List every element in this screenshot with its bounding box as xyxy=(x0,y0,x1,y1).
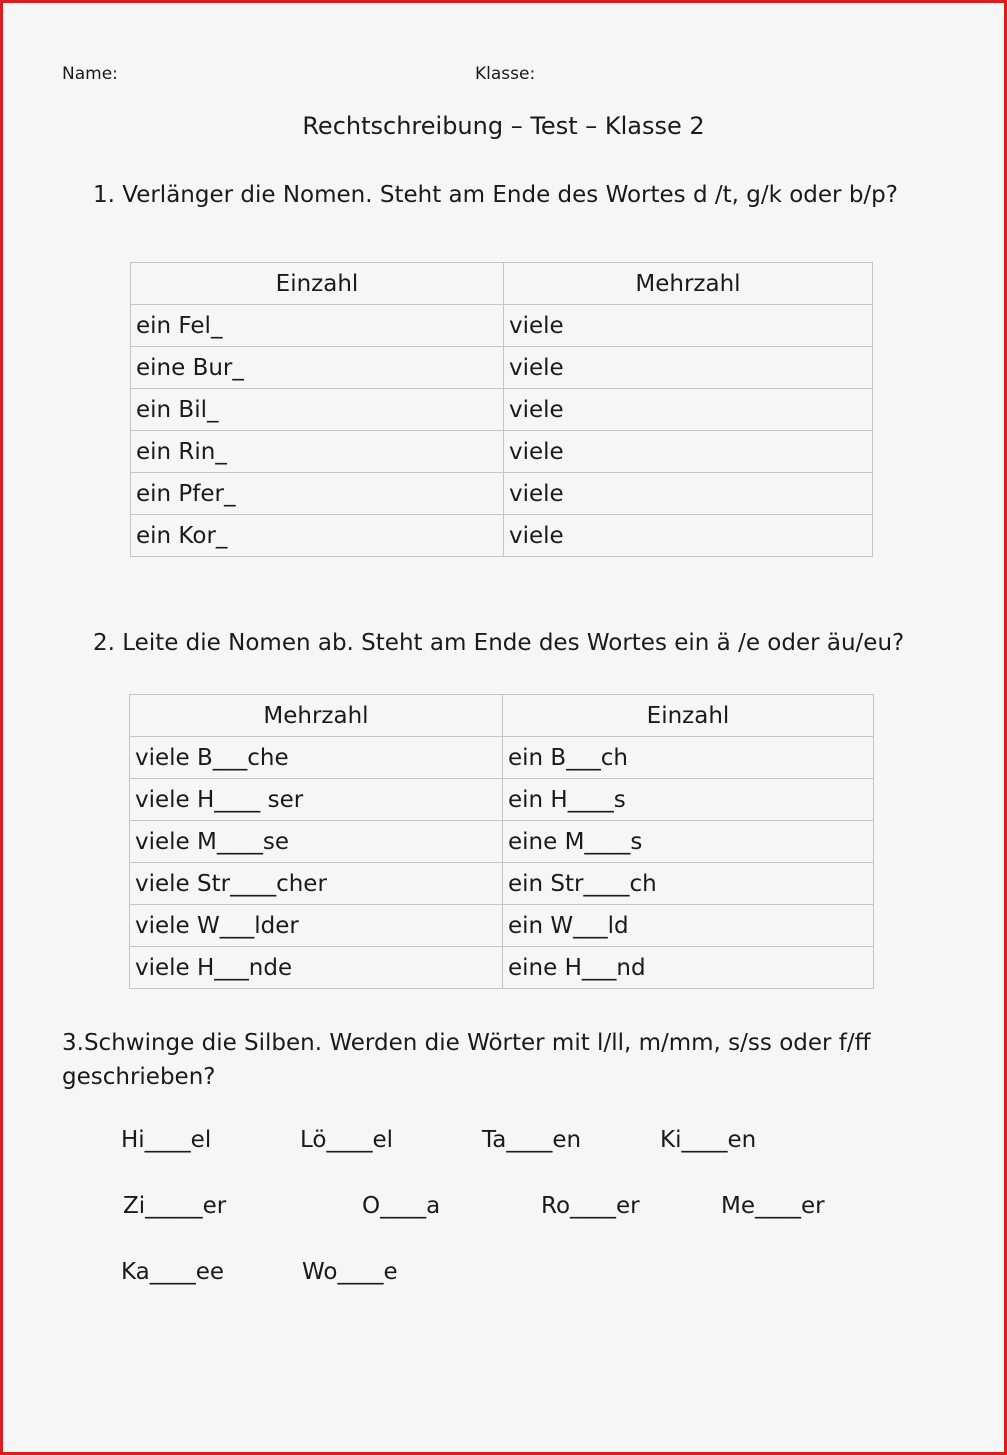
table-cell: eine Bur_ xyxy=(131,347,504,389)
table-cell: viele Str____cher xyxy=(130,863,503,905)
table-row xyxy=(130,821,874,863)
task1-instruction: 1. Verlänger die Nomen. Steht am Ende des Wortes d /t, g/k oder b/p? xyxy=(93,182,898,208)
syllable-word: Ta____en xyxy=(482,1127,582,1153)
table-cell: viele M____se xyxy=(130,821,503,863)
table-row xyxy=(131,347,873,389)
table-row xyxy=(131,515,873,557)
column-header: Mehrzahl xyxy=(130,695,503,737)
table-row xyxy=(131,305,873,347)
table-row xyxy=(130,863,874,905)
task2-table xyxy=(129,694,874,989)
table-row xyxy=(130,947,874,989)
table-cell: viele W___lder xyxy=(130,905,503,947)
syllable-word: Zi_____er xyxy=(123,1193,227,1219)
table-cell: ein Kor_ xyxy=(131,515,504,557)
column-header: Mehrzahl xyxy=(504,263,873,305)
table-header-row xyxy=(130,695,874,737)
answer-cell[interactable]: viele xyxy=(504,305,873,347)
table-row xyxy=(130,905,874,947)
column-header: Einzahl xyxy=(503,695,874,737)
table-cell: ein H____s xyxy=(503,779,874,821)
table-cell: viele H___nde xyxy=(130,947,503,989)
answer-cell[interactable]: viele xyxy=(504,515,873,557)
page-title: Rechtschreibung – Test – Klasse 2 xyxy=(302,112,705,140)
task3-instruction: 3.Schwinge die Silben. Werden die Wörter mit l/ll, m/mm, s/ss oder f/ff geschrieben? xyxy=(62,1030,871,1090)
table-row xyxy=(130,779,874,821)
table-cell: viele H____ ser xyxy=(130,779,503,821)
table-cell: ein Pfer_ xyxy=(131,473,504,515)
table-cell: eine M____s xyxy=(503,821,874,863)
table-cell: ein W___ld xyxy=(503,905,874,947)
table-cell: ein Str____ch xyxy=(503,863,874,905)
table-cell: ein Bil_ xyxy=(131,389,504,431)
table-row xyxy=(130,737,874,779)
answer-cell[interactable]: viele xyxy=(504,473,873,515)
syllable-word: Ki____en xyxy=(660,1127,757,1153)
table-row xyxy=(131,473,873,515)
syllable-word: Wo____e xyxy=(302,1259,398,1285)
answer-cell[interactable]: viele xyxy=(504,389,873,431)
task1-table xyxy=(130,262,873,557)
syllable-word: Me____er xyxy=(721,1193,825,1219)
class-label: Klasse: xyxy=(475,64,536,84)
table-cell: ein Rin_ xyxy=(131,431,504,473)
answer-cell[interactable]: viele xyxy=(504,347,873,389)
table-cell: ein Fel_ xyxy=(131,305,504,347)
table-cell: ein B___ch xyxy=(503,737,874,779)
table-cell: viele B___che xyxy=(130,737,503,779)
syllable-word: Ro____er xyxy=(541,1193,640,1219)
syllable-word: Lö____el xyxy=(300,1127,394,1153)
table-row xyxy=(131,389,873,431)
answer-cell[interactable]: viele xyxy=(504,431,873,473)
table-cell: eine H___nd xyxy=(503,947,874,989)
table-header-row xyxy=(131,263,873,305)
syllable-word: Ka____ee xyxy=(121,1259,225,1285)
syllable-word: Hi____el xyxy=(121,1127,212,1153)
column-header: Einzahl xyxy=(131,263,504,305)
task2-instruction: 2. Leite die Nomen ab. Steht am Ende des Wortes ein ä /e oder äu/eu? xyxy=(93,630,905,656)
syllable-word: O____a xyxy=(362,1193,441,1219)
table-row xyxy=(131,431,873,473)
name-label: Name: xyxy=(62,64,118,84)
